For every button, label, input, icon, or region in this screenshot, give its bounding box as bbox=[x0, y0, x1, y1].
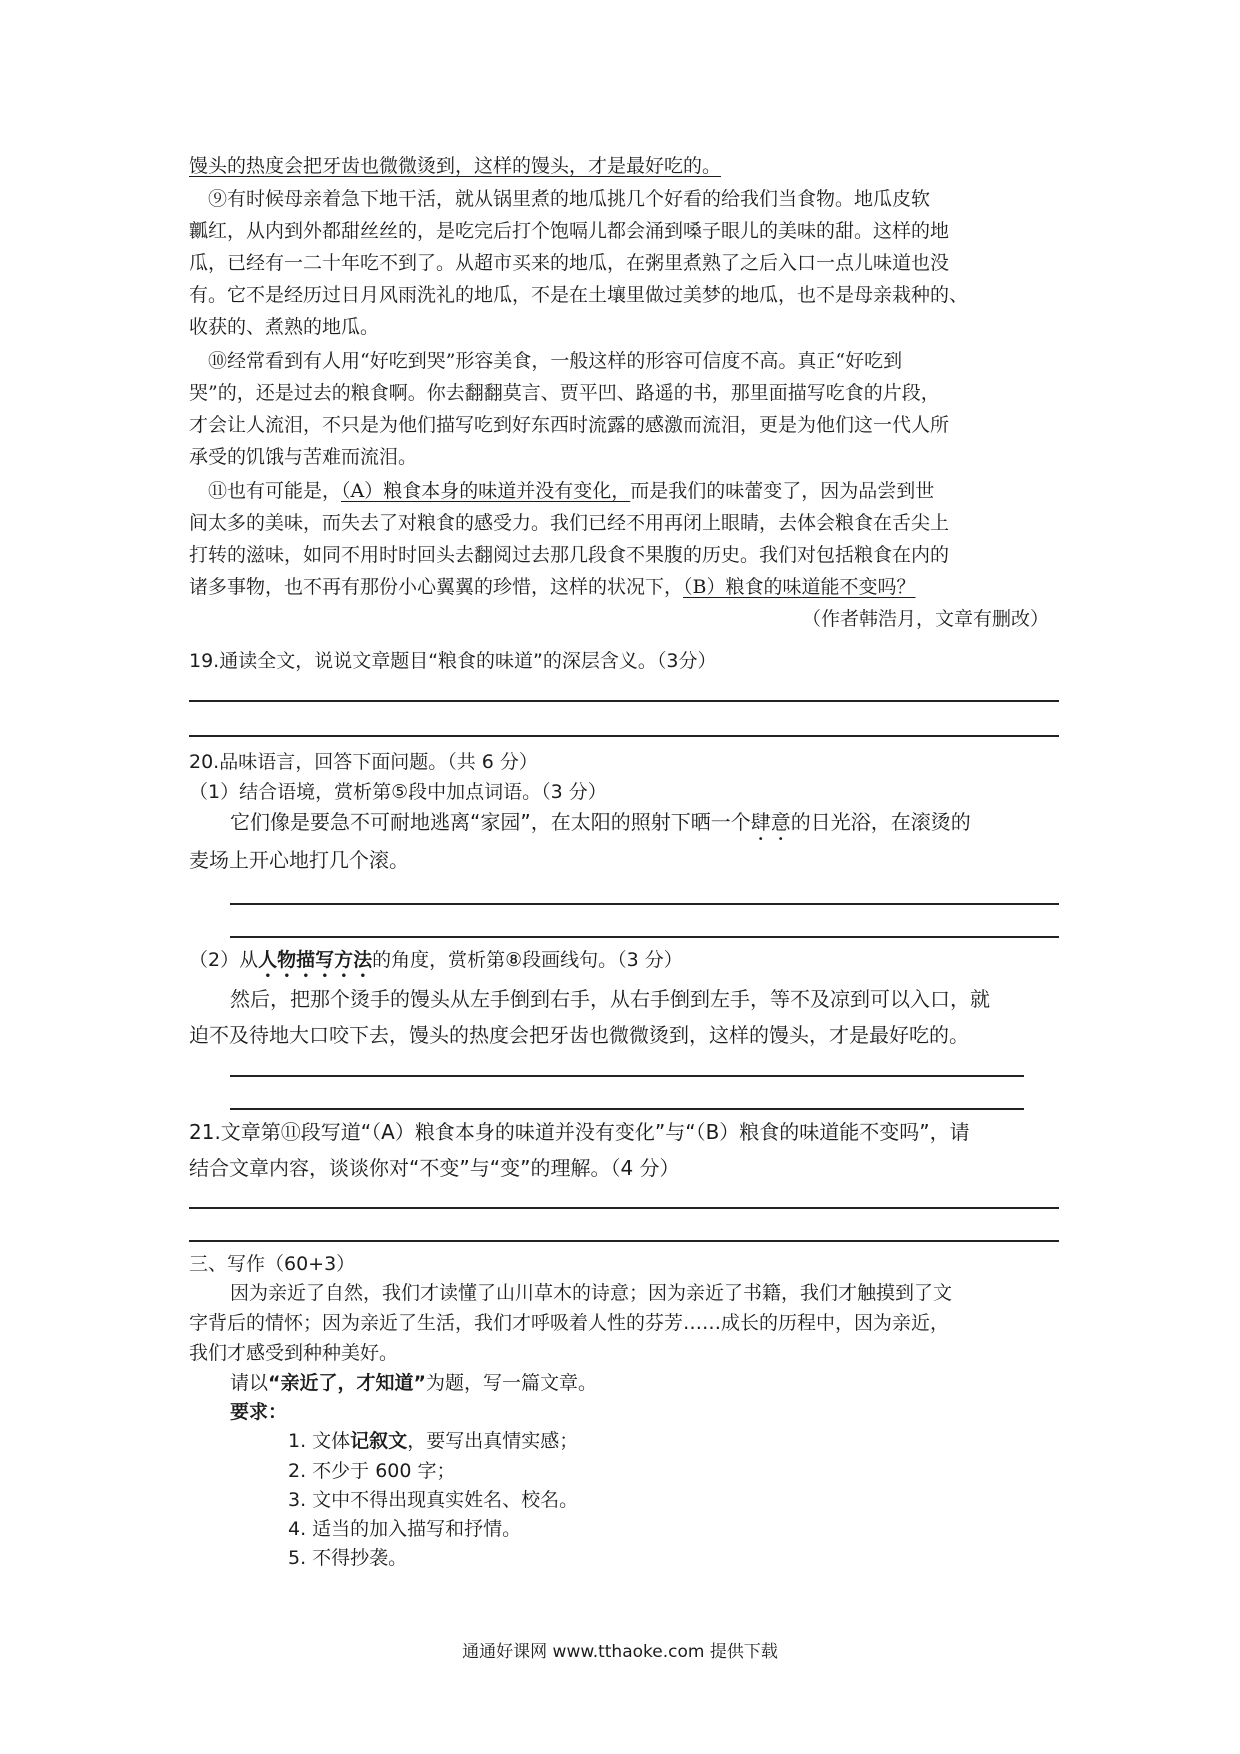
question-21-line-2: 结合文章内容，谈谈你对“不变”与“变”的理解。（4 分） bbox=[189, 1156, 680, 1180]
para9-line-3: 瓜，已经有一二十年吃不到了。从超市买来的地瓜，在粥里煮熟了之后入口一点儿味道也没 bbox=[189, 252, 950, 274]
writing-intro-line-3: 我们才感受到种种美好。 bbox=[189, 1342, 399, 1364]
footer-credit: 通通好课网 www.tthaoke.com 提供下载 bbox=[462, 1642, 778, 1662]
question-19: 19.通读全文，说说文章题目“粮食的味道”的深层含义。（3分） bbox=[189, 650, 717, 672]
writing-prompt-pre: 请以 bbox=[230, 1372, 269, 1394]
para9-line-1: ⑨有时候母亲着急下地干活，就从锅里煮的地瓜挑几个好看的给我们当食物。地瓜皮软 bbox=[208, 188, 931, 210]
requirement-3: 3. 文中不得出现真实姓名、校名。 bbox=[288, 1489, 579, 1511]
dotted-word: 肆意 bbox=[750, 810, 791, 834]
req1-bold: 记叙文 bbox=[350, 1430, 408, 1452]
para9-line-5: 收获的、煮熟的地瓜。 bbox=[189, 316, 380, 338]
para10-line-4: 承受的饥饿与苦难而流泪。 bbox=[189, 446, 418, 468]
requirement-5: 5. 不得抄袭。 bbox=[288, 1547, 408, 1569]
attribution: （作者韩浩月，文章有删改） bbox=[801, 608, 1049, 630]
requirement-2: 2. 不少于 600 字； bbox=[288, 1460, 456, 1482]
para11-line-3: 打转的滋味，如同不用时时回头去翻阅过去那几段食不果腹的历史。我们对包括粮食在内的 bbox=[189, 544, 950, 566]
answer-line bbox=[230, 1108, 1024, 1110]
req1-pre: 1. 文体 bbox=[288, 1430, 351, 1452]
para9-line-2: 瓤红，从内到外都甜丝丝的，是吃完后打个饱嗝儿都会涌到嗓子眼儿的美味的甜。这样的地 bbox=[189, 220, 950, 242]
answer-line bbox=[189, 735, 1059, 737]
q20-sub2-pre: （2）从 bbox=[189, 949, 259, 971]
question-20-title: 20.品味语言，回答下面问题。（共 6 分） bbox=[189, 751, 538, 773]
writing-intro-line-1: 因为亲近了自然，我们才读懂了山川草木的诗意；因为亲近了书籍，我们才触摸到了文 bbox=[230, 1282, 953, 1304]
q20-quote1-line-2: 麦场上开心地打几个滚。 bbox=[189, 848, 409, 872]
para11-l1-pre: ⑪也有可能是， bbox=[208, 480, 342, 502]
writing-intro-line-2: 字背后的情怀；因为亲近了生活，我们才呼吸着人性的芬芳……成长的历程中，因为亲近， bbox=[189, 1312, 950, 1334]
requirements-label: 要求： bbox=[230, 1401, 288, 1423]
q20-quote1-pre: 它们像是要急不可耐地逃离“家园”，在太阳的照射下晒一个 bbox=[230, 810, 751, 834]
para11-line-4 bbox=[189, 571, 1059, 603]
para11-line-2: 间太多的美味，而失去了对粮食的感受力。我们已经不用再闭上眼睛，去体会粮食在舌尖上 bbox=[189, 512, 950, 534]
q20-quote2-line-2: 迫不及待地大口咬下去，馒头的热度会把牙齿也微微烫到，这样的馒头，才是最好吃的。 bbox=[189, 1023, 969, 1047]
q20-sub2-post: 的角度，赏析第⑧段画线句。（3 分） bbox=[372, 949, 683, 971]
question-20-sub2 bbox=[189, 944, 1059, 982]
question-20-sub1: （1）结合语境，赏析第⑤段中加点词语。（3 分） bbox=[189, 781, 607, 803]
answer-line bbox=[189, 700, 1059, 702]
para9-line-4: 有。它不是经历过日月风雨洗礼的地瓜，不是在土壤里做过美梦的地瓜，也不是母亲栽种的、 bbox=[189, 284, 969, 306]
q20-quote2-line-1: 然后，把那个烫手的馒头从左手倒到右手，从右手倒到左手，等不及凉到可以入口，就 bbox=[230, 987, 990, 1011]
q20-quote1-line-1 bbox=[230, 806, 1100, 845]
answer-line bbox=[189, 1207, 1059, 1209]
para11-underline-b: （B）粮食的味道能不变吗？ bbox=[683, 576, 916, 598]
answer-line bbox=[189, 1240, 1059, 1242]
requirement-4: 4. 适当的加入描写和抒情。 bbox=[288, 1518, 522, 1540]
answer-line bbox=[230, 903, 1059, 905]
para10-line-1: ⑩经常看到有人用“好吃到哭”形容美食，一般这样的形容可信度不高。真正“好吃到 bbox=[208, 350, 903, 372]
answer-line bbox=[230, 1075, 1024, 1077]
answer-line bbox=[230, 936, 1059, 938]
writing-title: “亲近了，才知道” bbox=[268, 1372, 426, 1394]
para11-line-1 bbox=[208, 475, 1078, 507]
para11-l4-pre: 诸多事物，也不再有那份小心翼翼的珍惜，这样的状况下， bbox=[189, 576, 684, 598]
requirement-1 bbox=[288, 1425, 1158, 1457]
writing-heading: 三、写作（60+3） bbox=[189, 1253, 356, 1275]
question-21-line-1: 21.文章第⑪段写道“（A）粮食本身的味道并没有变化”与“（B）粮食的味道能不变吗”，请 bbox=[189, 1120, 970, 1144]
continued-line: 馒头的热度会把牙齿也微微烫到，这样的馒头，才是最好吃的。 bbox=[189, 155, 722, 177]
writing-prompt-post: 为题，写一篇文章。 bbox=[426, 1372, 598, 1394]
writing-prompt bbox=[230, 1367, 1100, 1399]
para11-l1-post: 而是我们的味蕾变了，因为品尝到世 bbox=[630, 480, 935, 502]
para10-line-3: 才会让人流泪，不只是为他们描写吃到好东西时流露的感激而流泪，更是为他们这一代人所 bbox=[189, 414, 950, 436]
q20-quote1-post: 的日光浴，在滚烫的 bbox=[790, 810, 971, 834]
bold-dotted-term: 人物描写方法 bbox=[258, 949, 373, 971]
req1-post: ，要写出真情实感； bbox=[407, 1430, 579, 1452]
para10-line-2: 哭”的，还是过去的粮食啊。你去翻翻莫言、贾平凹、路遥的书，那里面描写吃食的片段， bbox=[189, 382, 940, 404]
para11-underline-a: （A）粮食本身的味道并没有变化， bbox=[341, 480, 631, 502]
